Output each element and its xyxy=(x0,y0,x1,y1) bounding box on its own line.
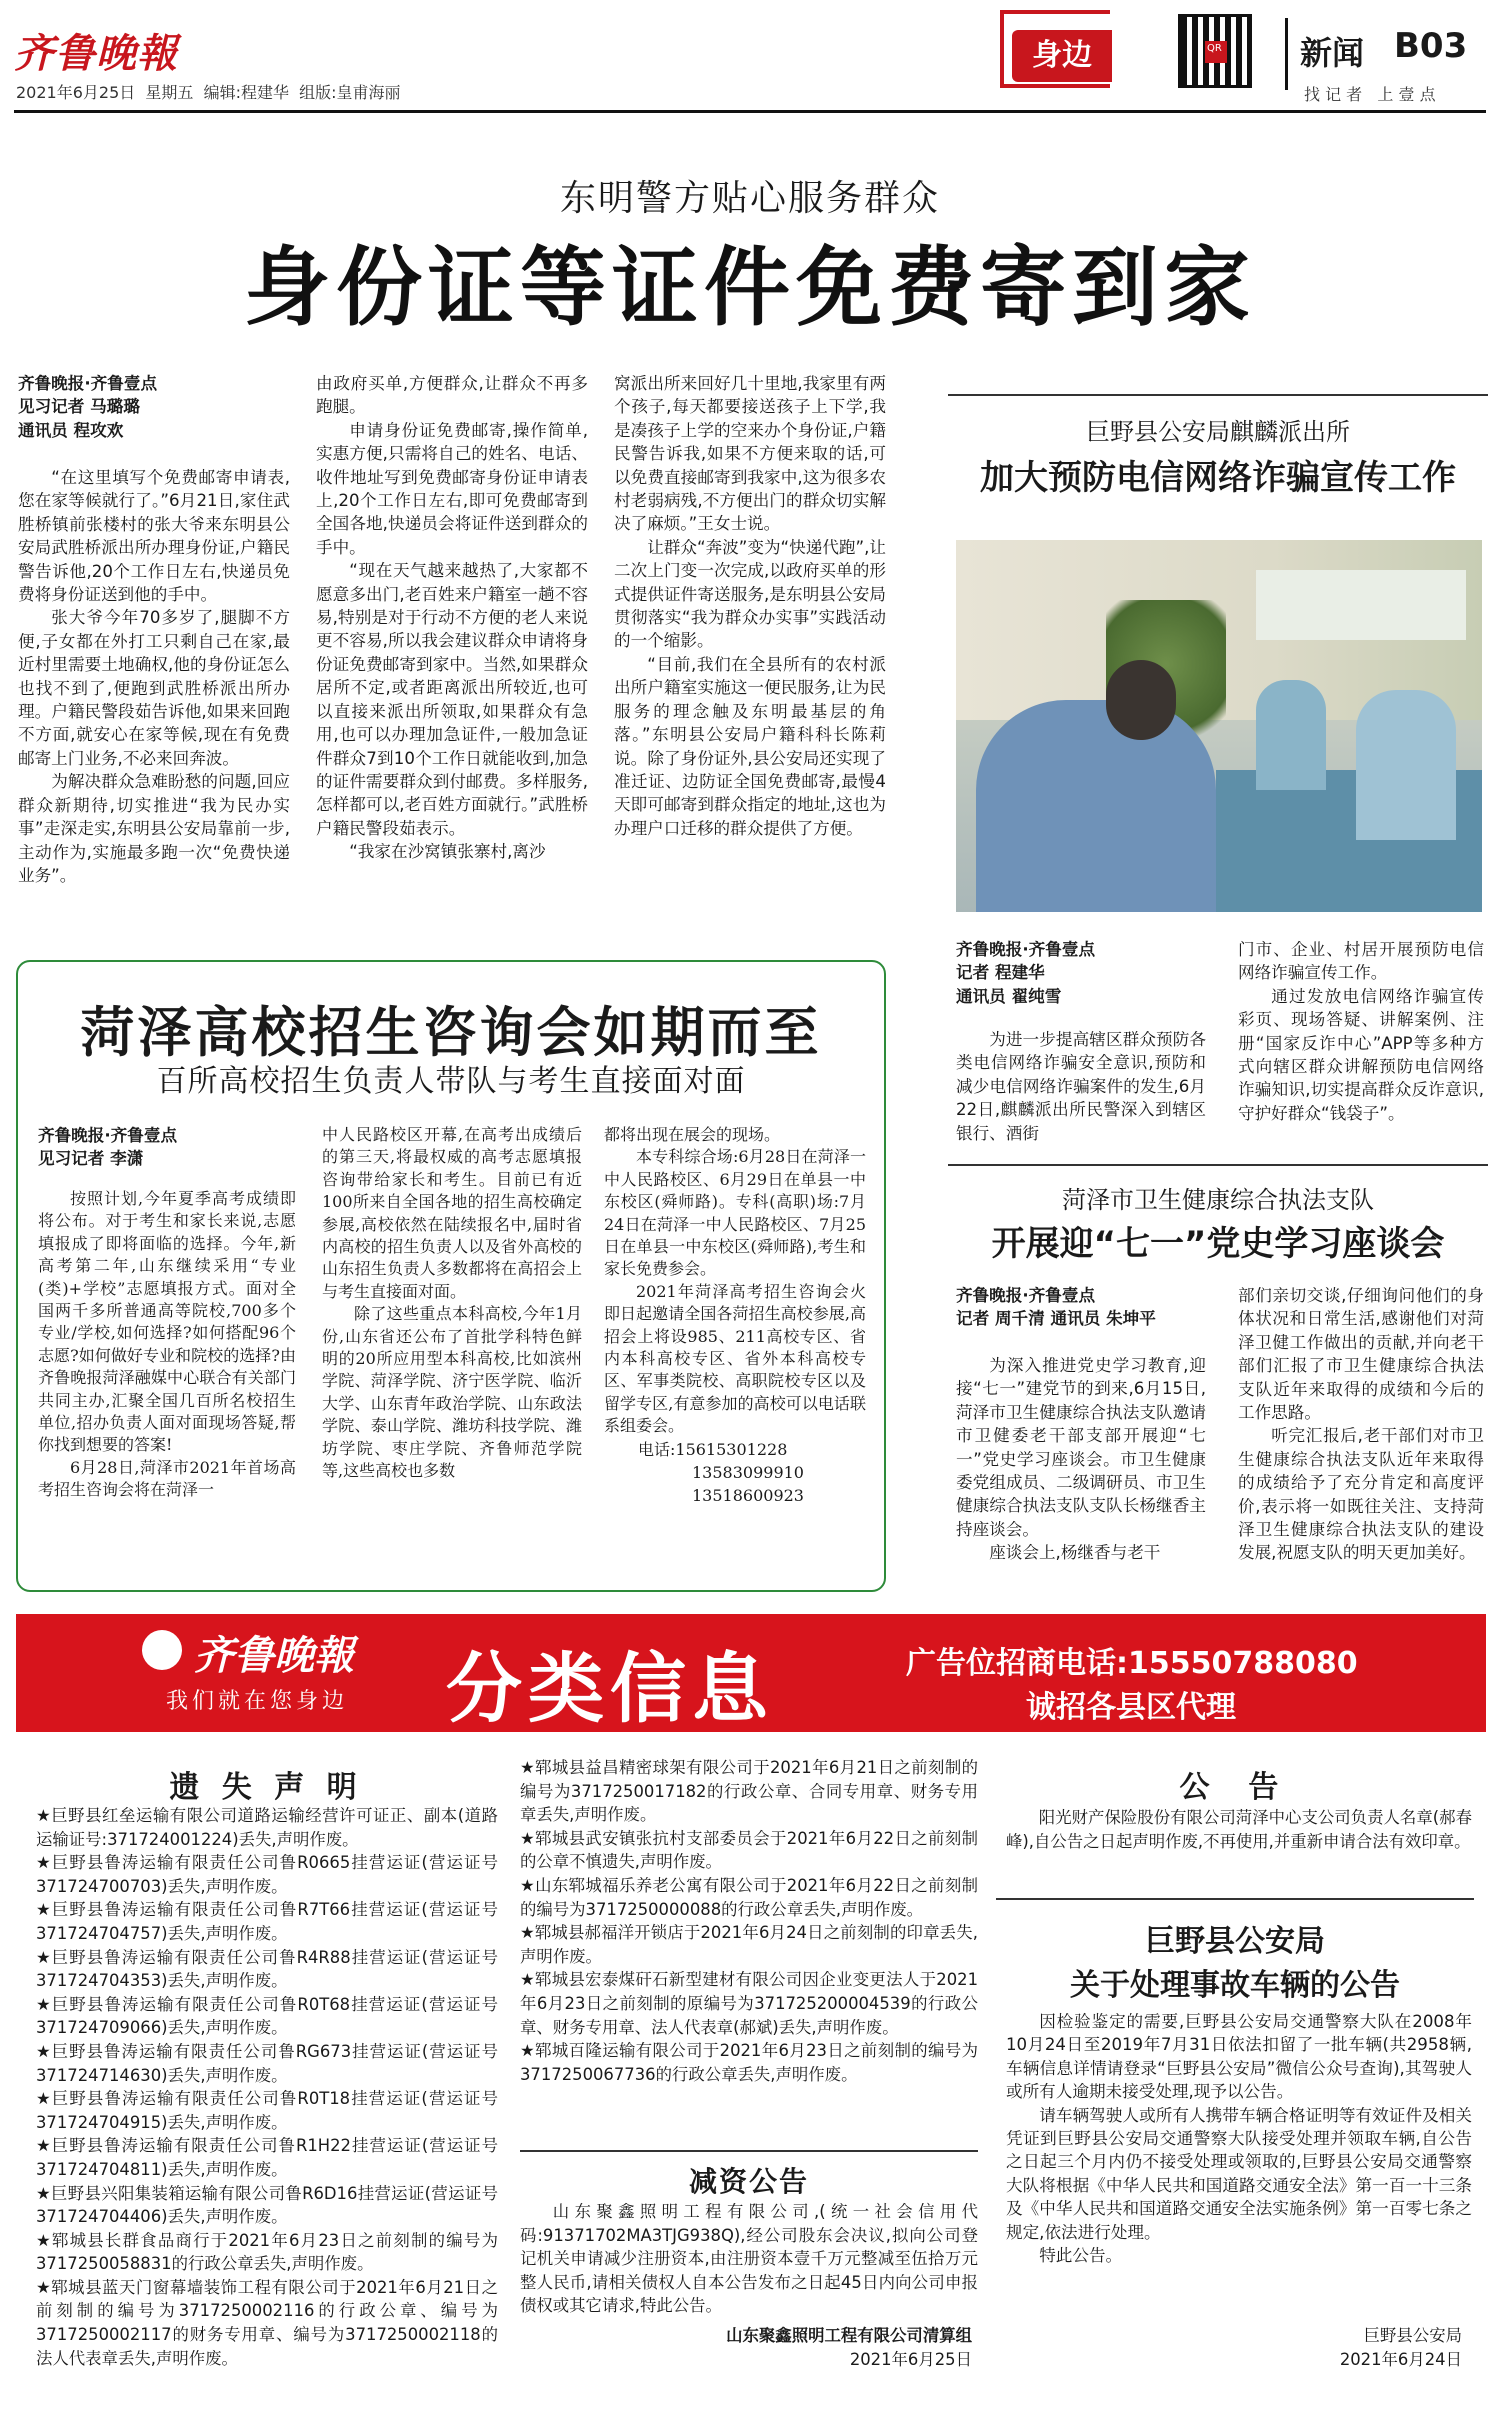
gonggao-title: 公 告 xyxy=(1179,1770,1285,1805)
section-tab xyxy=(1012,30,1112,82)
masthead-slogan: 找 记 者 上 壹 点 xyxy=(1304,85,1436,104)
party-byline-reporter: 记者 周千清 通讯员 朱坤平 xyxy=(956,1309,1156,1329)
police-paragraph: 因检验鉴定的需要,巨野县公安局交通警察大队在2008年10月24日至2019年7月31日依法扣留了一批车辆(共2958辆,车辆信息详情请登录“巨野县公安局”微信公众号查询),其驾驶人或所有人逾期未接受处理,现予以公告。 xyxy=(1006,2012,1472,2102)
section-name: 新闻 xyxy=(1300,34,1365,72)
notice-item: ★巨野县鲁涛运输有限责任公司鲁R0665挂营运证(营运证号371724700703)丢失,声明作废。 xyxy=(36,1853,498,1896)
capital-title: 减资公告 xyxy=(688,2165,809,2198)
recruit-paragraph: 2021年菏泽高考招生咨询会火即日起邀请全国各菏招生高校参展,高招会上将设985、211高校专区、省内本科高校专区、省外本科高校专区、军事类院校、高职院校专区以及留学专区,有意参加的高校可以电话联系组委会。 xyxy=(604,1281,866,1436)
party-paragraph: 听完汇报后,老干部们对市卫生健康综合执法支队近年来取得的成绩给予了充分肯定和高度评价,表示将一如既往关注、支持菏泽卫生健康综合执法支队的建设发展,祝愿支队的明天更加美好。 xyxy=(1238,1426,1484,1563)
masthead-rule xyxy=(14,110,1486,113)
lead-headline: 身份证等证件免费寄到家 xyxy=(244,238,1256,338)
fraud-top-rule xyxy=(948,394,1488,396)
fraud-photo-alt xyxy=(1447,897,1476,908)
notice-item: ★郓城县郝福洋开锁店于2021年6月24日之前刻制的印章丢失,声明作废。 xyxy=(520,1923,978,1966)
fraud-headline: 加大预防电信网络诈骗宣传工作 xyxy=(980,458,1456,498)
recruit-paragraph: 本专科综合场:6月28日在菏泽一中人民路校区、6月29日在单县一中东校区(舜师路)。专科(高职)场:7月24日在菏泽一中人民路校区、7月25日在单县一中东校区(舜师路),考生和家长免费参会。 xyxy=(604,1147,866,1279)
lead-column-2 xyxy=(316,372,588,864)
party-byline-outlet: 齐鲁晚报·齐鲁壹点 xyxy=(956,1286,1096,1305)
notice-item: ★郓城百隆运输有限公司于2021年6月23日之前刻制的编号为3717250067736的行政公章丢失,声明作废。 xyxy=(520,2041,978,2084)
recruit-phones xyxy=(604,1438,866,1507)
date-line: 2021年6月25日 星期五 编辑:程建华 组版:皇甫海丽 xyxy=(16,83,401,102)
recruit-headline: 菏泽高校招生咨询会如期而至 xyxy=(80,1001,822,1064)
notice-item: ★巨野县鲁涛运输有限责任公司鲁R7T66挂营运证(营运证号371724704757)丢失,声明作废。 xyxy=(36,1900,498,1943)
recruit-paragraph: 除了这些重点本科高校,今年1月份,山东省还公布了首批学科特色鲜明的20所应用型本科高校,比如滨州学院、菏泽学院、济宁医学院、临沂大学、山东青年政治学院、山东政法学院、泰山学院、潍坊科技学院、潍坊学院、枣庄学院、齐鲁师范学院等,这些高校也多数 xyxy=(322,1304,582,1481)
lead-paragraph: 为解决群众急难盼愁的问题,回应群众新期待,切实推进“我为民办实事”走深走实,东明县公安局靠前一步,主动作为,实施最多跑一次“免费快递业务”。 xyxy=(18,772,290,885)
party-kicker: 菏泽市卫生健康综合执法支队 xyxy=(1062,1186,1374,1214)
phone-number: 电话:15615301228 xyxy=(638,1439,788,1459)
police-notice-subtitle: 关于处理事故车辆的公告 xyxy=(1070,1968,1400,2003)
recruit-paragraph: 按照计划,今年夏季高考成绩即将公布。对于考生和家长来说,志愿填报成了即将面临的选择。今年,新高考第二年,山东继续采用“专业(类)+学校”志愿填报方式。面对全国两千多所普通高等院校,700多个专业/学校,如何选择?如何搭配96个志愿?如何做好专业和院校的选择?由齐鲁晚报菏泽融媒中心联合有关部门共同主办,汇聚全国几百所名校招生单位,招办负责人面对面现场答疑,帮你找到想要的答案! xyxy=(38,1189,296,1455)
recruit-byline-outlet: 齐鲁晚报·齐鲁壹点 xyxy=(38,1126,178,1145)
fraud-byline-outlet: 齐鲁晚报·齐鲁壹点 xyxy=(956,940,1096,959)
capital-date: 2021年6月25日 xyxy=(849,2350,972,2369)
party-paragraph: 部们亲切交谈,仔细询问他们的身体状况和日常生活,感谢他们对菏泽卫健工作做出的贡献,并向老干部们汇报了市卫生健康综合执法支队近年来取得的成绩和今后的工作思路。 xyxy=(1238,1286,1484,1423)
phone-number: 13518600923 xyxy=(692,1485,804,1505)
recruit-column-2 xyxy=(322,1124,582,1483)
fraud-photo xyxy=(956,540,1482,912)
notice-item: ★巨野县鲁涛运输有限责任公司鲁RG673挂营运证(营运证号371724714630)丢失,声明作废。 xyxy=(36,2041,498,2085)
lost-title: 遗 失 声 明 xyxy=(169,1770,363,1805)
lead-byline-outlet: 齐鲁晚报·齐鲁壹点 xyxy=(18,374,158,393)
classified-logo-circle xyxy=(142,1630,182,1670)
party-paragraph: 座谈会上,杨继香与老干 xyxy=(989,1543,1161,1563)
lead-column-1 xyxy=(18,466,290,887)
notice-item: ★巨野县鲁涛运输有限责任公司鲁R0T68挂营运证(营运证号371724709066)丢失,声明作废。 xyxy=(36,1994,498,2038)
lead-byline xyxy=(18,372,290,442)
lead-column-3 xyxy=(614,372,886,840)
fraud-column-2 xyxy=(1238,938,1484,1125)
lead-paragraph: 申请身份证免费邮寄,操作简单,实惠方便,只需将自己的姓名、电话、收件地址写到免费邮寄身份证申请表上,20个工作日左右,即可免费邮寄到全国各地,快递员会将证件送到群众的手中。 xyxy=(316,420,588,557)
fraud-byline-correspondent: 通讯员 翟纯雪 xyxy=(956,986,1062,1006)
lead-byline-reporter: 见习记者 马璐璐 xyxy=(18,397,140,417)
lost-list-mid xyxy=(520,1756,978,2086)
photo-staff-2 xyxy=(1356,690,1456,840)
party-top-rule xyxy=(948,1164,1488,1166)
party-headline: 开展迎“七一”党史学习座谈会 xyxy=(991,1224,1445,1264)
classified-ad-agent: 诚招各县区代理 xyxy=(1026,1690,1236,1725)
lead-paragraph: 窝派出所来回好几十里地,我家里有两个孩子,每天都要接送孩子上下学,我是凑孩子上学的空来办个身份证,户籍民警告诉我,如果不方便来取的话,可以免费直接邮寄到我家中,这为很多农村老弱病残,不方便出门的群众切实解决了麻烦。”王女士说。 xyxy=(614,374,886,534)
classified-ad-phone: 广告位招商电话:15550788080 xyxy=(906,1646,1358,1681)
photo-officer xyxy=(976,700,1216,912)
police-notice-date: 2021年6月24日 xyxy=(1339,2350,1462,2369)
masthead-divider xyxy=(1285,18,1288,90)
gonggao-body: 阳光财产保险股份有限公司菏泽中心支公司负责人名章(郝春峰),自公告之日起声明作废,不再使用,并重新申请合法有效印章。 xyxy=(1006,1808,1472,1851)
fraud-kicker: 巨野县公安局麒麟派出所 xyxy=(1086,418,1350,446)
lead-paragraph: “我家在沙窝镇张寨村,离沙 xyxy=(349,842,546,862)
fraud-byline xyxy=(956,938,1206,1008)
police-notice-sign: 巨野县公安局 xyxy=(1363,2326,1462,2345)
police-notice-body xyxy=(1006,2010,1472,2267)
lead-paragraph: “目前,我们在全县所有的农村派出所户籍室实施这一便民服务,让为民服务的理念触及东明最基层的角落。”东明县公安局户籍科科长陈莉说。除了身份证外,县公安局还实现了准迁证、边防证全国免费邮寄,最慢4天即可邮寄到群众指定的地址,这也为办理户口迁移的群众提供了方便。 xyxy=(614,654,886,838)
notice-item: ★郓城县蓝天门窗幕墙装饰工程有限公司于2021年6月21日之前刻制的编号为3717250002116的行政公章、编号为3717250002117的财务专用章、编号为3717250002118的法人代表章丢失,声明作废。 xyxy=(36,2277,498,2368)
lead-kicker: 东明警方贴心服务群众 xyxy=(559,178,940,219)
lost-list-left xyxy=(36,1804,498,2370)
notice-item: ★巨野县兴阳集装箱运输有限公司鲁R6D16挂营运证(营运证号371724704406)丢失,声明作废。 xyxy=(36,2183,498,2227)
police-top-rule xyxy=(996,1898,1474,1900)
notice-item: ★巨野县鲁涛运输有限责任公司鲁R0T18挂营运证(营运证号371724704915)丢失,声明作废。 xyxy=(36,2089,498,2132)
classified-logo-slogan: 我们就在您身边 xyxy=(166,1689,349,1714)
recruit-subhead: 百所高校招生负责人带队与考生直接面对面 xyxy=(156,1064,746,1099)
phone-number: 13583099910 xyxy=(692,1462,804,1482)
photo-banner xyxy=(1256,570,1466,640)
lead-paragraph: 张大爷今年70多岁了,腿脚不方便,子女都在外打工只剩自己在家,最近村里需要土地确权,他的身份证怎么也找不到了,便跑到武胜桥派出所办理。户籍民警段茹告诉他,如果来回跑不方面,就安心在家等候,现在有免费邮寄上门业务,不必来回奔波。 xyxy=(18,608,290,768)
capital-sign: 山东聚鑫照明工程有限公司清算组 xyxy=(726,2326,972,2345)
fraud-paragraph: 通过发放电信网络诈骗宣传彩页、现场答疑、讲解案例、注册“国家反诈中心”APP等多种方式向辖区群众讲解预防电信网络诈骗知识,切实提高群众反诈意识,守护好群众“钱袋子”。 xyxy=(1238,986,1484,1123)
fraud-paragraph: 门市、企业、村居开展预防电信网络诈骗宣传工作。 xyxy=(1238,940,1484,983)
lead-paragraph: 由政府买单,方便群众,让群众不再多跑腿。 xyxy=(316,374,588,417)
notice-item: ★郓城县武安镇张抗村支部委员会于2021年6月22日之前刻制的公章不慎遗失,声明作废。 xyxy=(520,1828,978,1872)
police-paragraph: 特此公告。 xyxy=(1039,2246,1123,2266)
party-column-1 xyxy=(956,1354,1206,1565)
notice-item: ★郓城县益昌精密球架有限公司于2021年6月21日之前刻制的编号为3717250017182的行政公章、合同专用章、财务专用章丢失,声明作废。 xyxy=(520,1758,978,1825)
classified-title: 分类信息 xyxy=(446,1644,774,1733)
fraud-byline-reporter: 记者 程建华 xyxy=(956,963,1045,983)
recruit-paragraph: 6月28日,菏泽市2021年首场高考招生咨询会将在菏泽一 xyxy=(38,1457,296,1500)
recruit-byline-reporter: 见习记者 李潇 xyxy=(38,1149,144,1169)
party-paragraph: 为深入推进党史学习教育,迎接“七一”建党节的到来,6月15日,菏泽市卫生健康综合执法支队邀请市卫健委老干部支部开展迎“七一”党史学习座谈会。市卫生健康委党组成员、二级调研员、市卫生健康综合执法支队支队长杨继香主持座谈会。 xyxy=(956,1356,1206,1539)
classified-logo: 齐鲁晚報 xyxy=(194,1632,354,1679)
capital-top-rule xyxy=(520,2150,978,2152)
police-notice-title: 巨野县公安局 xyxy=(1145,1924,1325,1959)
recruit-paragraph: 中人民路校区开幕,在高考出成绩后的第三天,将最权威的高考志愿填报咨询带给家长和考生。目前已有近100所来自全国各地的招生高校确定参展,高校依然在陆续报名中,届时省内高校的招生负责人以及省外高校的山东招生负责人多数都将在高招会上与考生直接面对面。 xyxy=(322,1125,582,1301)
lead-byline-correspondent: 通讯员 程攻欢 xyxy=(18,420,124,440)
notice-item: ★郓城县长群食品商行于2021年6月23日之前刻制的编号为3717250058831的行政公章丢失,声明作废。 xyxy=(36,2230,498,2274)
qr-label: QR xyxy=(1207,43,1222,54)
police-paragraph: 请车辆驾驶人或所有人携带车辆合格证明等有效证件及相关凭证到巨野县公安局交通警察大队接受处理并领取车辆,自公告之日起三个月内仍不接受处理或领取的,巨野县公安局交通警察大队将根据《中华人民共和国道路交通安全法》第一百一十三条及《中华人民共和国道路交通安全法实施条例》第一百零七条之规定,依法进行处理。 xyxy=(1006,2105,1472,2242)
fraud-column-1 xyxy=(956,1028,1206,1145)
lead-paragraph: “现在天气越来越热了,大家都不愿意多出门,老百姓来户籍室一趟不容易,特别是对于行动不方便的老人来说更不容易,所以我会建议群众申请将身份证免费邮寄到家中。当然,如果群众居所不定,或者距离派出所较近,也可以直接来派出所领取,如果群众有急用,也可以办理加急证件,一般加急证件群众7到10个工作日就能收到,加急的证件需要群众到付邮费。多样服务,怎样都可以,老百姓方面就行。”武胜桥户籍民警段茹表示。 xyxy=(316,561,588,838)
notice-item: ★巨野县红垒运输有限公司道路运输经营许可证正、副本(道路运输证号:371724001224)丢失,声明作废。 xyxy=(36,1806,498,1849)
recruit-byline xyxy=(38,1124,298,1171)
recruit-paragraph: 都将出现在展会的现场。 xyxy=(604,1125,781,1144)
notice-item: ★郓城县宏泰煤矸石新型建材有限公司因企业变更法人于2021年6月23日之前刻制的原编号为371725200004539的行政公章、财务专用章、法人代表章(郝斌)丢失,声明作废。 xyxy=(520,1970,978,2037)
page-number: B03 xyxy=(1394,26,1468,66)
recruit-column-3 xyxy=(604,1124,866,1507)
classified-banner xyxy=(16,1614,1486,1732)
party-column-2 xyxy=(1238,1284,1484,1565)
newspaper-logo: 齐鲁晚報 xyxy=(14,30,178,77)
party-byline xyxy=(956,1284,1206,1331)
notice-item: ★山东郓城福乐养老公寓有限公司于2021年6月22日之前刻制的编号为3717250000088的行政公章丢失,声明作废。 xyxy=(520,1875,978,1919)
photo-staff-1 xyxy=(1256,680,1326,790)
qr-code[interactable] xyxy=(1178,14,1252,88)
lead-paragraph: “在这里填写个免费邮寄申请表,您在家等候就行了。”6月21日,家住武胜桥镇前张楼村的张大爷来东明县公安局武胜桥派出所办理身份证,户籍民警告诉他,20个工作日左右,快递员免费将身份证送到他的手中。 xyxy=(18,468,290,605)
fraud-paragraph: 为进一步提高辖区群众预防各类电信网络诈骗安全意识,预防和减少电信网络诈骗案件的发生,6月22日,麒麟派出所民警深入到辖区银行、酒街 xyxy=(956,1030,1206,1143)
recruit-column-1 xyxy=(38,1188,296,1502)
lead-paragraph: 让群众“奔波”变为“快递代跑”,让二次上门变一次完成,以政府买单的形式提供证件寄送服务,是东明县公安局贯彻落实“我为群众办实事”实践活动的一个缩影。 xyxy=(614,537,886,651)
section-tab-label: 身边 xyxy=(1032,38,1092,73)
capital-body: 山东聚鑫照明工程有限公司,(统一社会信用代码:91371702MA3TJG938Q),经公司股东会决议,拟向公司登记机关申请减少注册资本,由注册资本壹千万元整减至伍拾万元整人民币,请相关债权人自本公告发布之日起45日内向公司申报债权或其它请求,特此公告。 xyxy=(520,2202,978,2316)
notice-item: ★巨野县鲁涛运输有限责任公司鲁R4R88挂营运证(营运证号371724704353)丢失,声明作废。 xyxy=(36,1947,498,1991)
photo-officer-head xyxy=(1106,660,1176,740)
notice-item: ★巨野县鲁涛运输有限责任公司鲁R1H22挂营运证(营运证号371724704811)丢失,声明作废。 xyxy=(36,2136,498,2179)
